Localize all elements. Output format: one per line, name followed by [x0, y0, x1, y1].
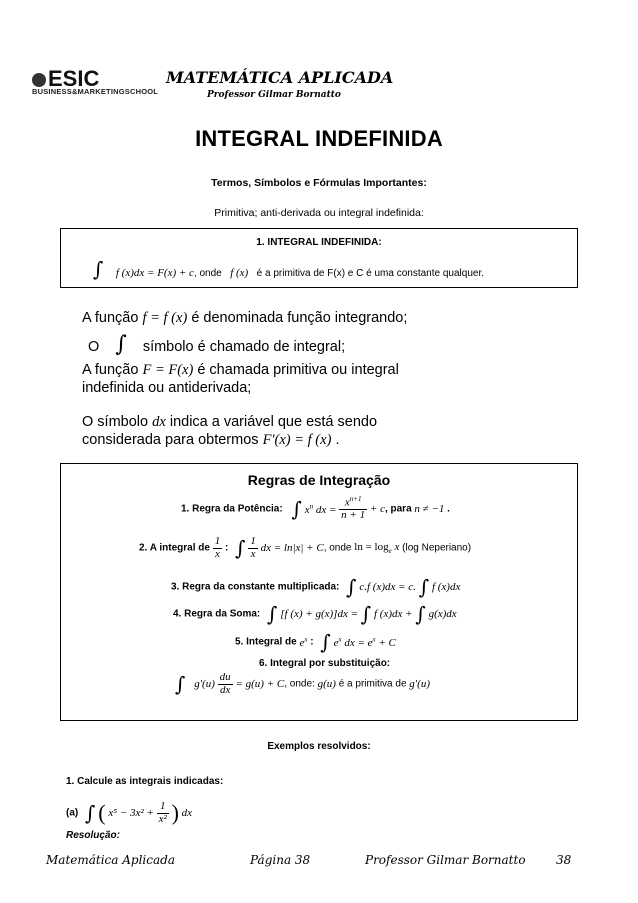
para-line-2 [88, 334, 345, 356]
rule-4-formula2: f (x)dx + [374, 608, 413, 620]
para-l5a: O símbolo [82, 414, 149, 430]
rule-5-formula: dx = e [344, 636, 373, 649]
rule-2-frac-a [213, 536, 223, 560]
rule-1-num-exp: n+1 [349, 495, 362, 503]
example-a-label: (a) [66, 807, 79, 819]
footer-professor: Professor Gilmar Bornatto [365, 853, 526, 867]
rule-6-desc: é a primitiva de [338, 678, 407, 690]
rule-6-gu: g(u) [317, 678, 336, 691]
example-a-dx: dx [181, 807, 193, 819]
rule-1-label: 1. Regra da Potência: [181, 503, 283, 515]
rule-1-end: . [447, 503, 450, 515]
rule-3-formula2: f (x)dx [431, 581, 461, 593]
rule-2-x-a: x [215, 547, 220, 560]
rule-2-mid: dx = ln|x| + C [260, 542, 324, 555]
para-l3m: F = F(x) [142, 362, 194, 378]
para-l1b: é denominada função integrando; [191, 310, 408, 326]
rule-6-gpu: g'(u) [409, 678, 430, 691]
header-professor: Professor Gilmar Bornatto [207, 90, 341, 100]
rule-2-one-b: 1 [250, 535, 256, 547]
example-a-expr: x⁵ − 3x² + [108, 807, 154, 819]
rule-2-label: 2. A integral de [139, 542, 210, 554]
rule-6-du: du [219, 671, 231, 683]
header-title: MATEMÁTICA APLICADA [166, 68, 394, 87]
para-l1m: f = f (x) [142, 310, 188, 326]
rule-1-dx: dx = [315, 503, 337, 516]
rule-4-formula3: g(x)dx [428, 608, 457, 620]
rule-6-g: g'(u) [194, 678, 215, 691]
rule-3-integral-icon: ∫ [346, 575, 357, 599]
logo-main-text: ESIC [48, 66, 100, 91]
footer-page-number: 38 [556, 853, 572, 867]
rule-4-integral3-icon: ∫ [415, 602, 426, 626]
subtitle: Termos, Símbolos e Fórmulas Importantes: [211, 177, 427, 189]
rule-2-x-b: x [250, 547, 256, 560]
footer-left: Matemática Aplicada [46, 853, 175, 867]
rule-1-row [181, 496, 450, 522]
rule-1-c: + c [369, 502, 385, 515]
example-a-integral-icon: ∫ [85, 801, 96, 825]
rule-6-onde: , onde: [284, 678, 315, 690]
rule-6-label: 6. Integral por substituição: [259, 658, 391, 669]
para-line-6 [82, 432, 339, 449]
rule-1-para: , para [384, 503, 412, 515]
rules-box [60, 463, 578, 721]
integral-symbol-icon: ∫ [115, 332, 127, 357]
rule-5-end: + C [378, 636, 396, 649]
para-l5m: dx [152, 414, 166, 430]
resolution-label: Resolução: [66, 830, 120, 841]
example-a-one: 1 [157, 801, 169, 814]
definition-formula-row [93, 259, 484, 281]
para-l2b: símbolo é chamado de integral; [142, 339, 346, 355]
terms-line: Primitiva; anti-derivada ou integral indefinida: [214, 207, 424, 219]
question-1: 1. Calcule as integrais indicadas: [66, 776, 224, 787]
rule-1-cond: n ≠ −1 [414, 502, 445, 515]
para-line-5 [82, 414, 377, 431]
rule-6-frac [218, 672, 233, 696]
rule-3-integral2-icon: ∫ [418, 575, 430, 599]
para-l5b: indica a variável que está sendo [169, 414, 378, 430]
para-line-4: indefinida ou antiderivada; [82, 380, 252, 396]
definition-onde: , onde [193, 268, 222, 279]
rule-5-integral-icon: ∫ [320, 630, 331, 654]
rule-4-formula: [f (x) + g(x)]dx = [280, 608, 359, 620]
rule-1-frac [339, 496, 367, 522]
left-paren: ( [98, 800, 106, 825]
para-line-3 [82, 362, 399, 379]
definition-desc: é a primitiva de F(x) e C é uma constante qualquer. [256, 268, 485, 279]
rule-5-row [235, 632, 396, 652]
rule-4-row [173, 604, 457, 624]
rule-6-row [175, 672, 430, 696]
right-paren: ) [171, 800, 179, 825]
example-a-den: x² [158, 812, 167, 825]
rule-1-den: n + 1 [341, 509, 366, 522]
rule-5-x3: x [372, 635, 376, 644]
example-a-frac [157, 801, 169, 825]
rule-5-e2: e [333, 636, 339, 649]
rule-3-row [171, 577, 460, 597]
para-l2a: O [88, 339, 100, 355]
examples-title: Exemplos resolvidos: [267, 741, 371, 752]
rule-2-colon: : [225, 542, 229, 554]
rule-2-frac-b [248, 536, 258, 560]
esic-emblem-icon [32, 73, 46, 87]
rule-4-integral2-icon: ∫ [360, 602, 372, 626]
para-l1a: A função [82, 310, 139, 326]
para-l6m: F'(x) = f (x) [262, 432, 332, 448]
rule-1-integral-icon: ∫ [291, 496, 302, 521]
rule-1-left: x [304, 503, 310, 516]
para-l6a: considerada para obtermos [82, 432, 259, 448]
rule-3-label: 3. Regra da constante multiplicada: [171, 581, 340, 593]
para-line-1 [82, 310, 407, 327]
rule-6-dx: dx [219, 683, 231, 696]
rule-5-x2: x [338, 635, 342, 644]
rule-2-onde: , onde [323, 542, 352, 554]
definition-box [60, 228, 578, 288]
footer-page: Página 38 [250, 853, 311, 867]
rule-4-integral-icon: ∫ [267, 602, 278, 626]
rule-2-nep: (log Neperiano) [402, 542, 472, 554]
para-l3a: A função [82, 362, 139, 378]
rule-1-left-exp: n [309, 502, 314, 511]
definition-fx: f (x) [230, 267, 249, 279]
rule-6-integral-icon: ∫ [175, 672, 186, 697]
rule-2-integral-icon: ∫ [235, 536, 246, 561]
example-a-row [66, 800, 192, 826]
rule-1-num: x [344, 496, 350, 509]
rule-2-row [139, 536, 471, 560]
para-l6b: . [335, 432, 340, 448]
rule-6-eq: = g(u) + C [235, 678, 285, 691]
logo-sub-text: BUSINESS&MARKETINGSCHOOL [32, 87, 159, 96]
rule-5-x: x [304, 635, 308, 644]
integral-icon: ∫ [93, 257, 104, 281]
rule-5-colon: : [310, 636, 314, 648]
rule-3-formula: c.f (x)dx = c. [359, 581, 416, 593]
page-title: INTEGRAL INDEFINIDA [195, 126, 443, 151]
rules-title: Regras de Integração [247, 472, 391, 488]
rule-2-ln: ln = log [354, 540, 389, 553]
rule-2-one-a: 1 [214, 535, 221, 547]
rule-4-label: 4. Regra da Soma: [173, 608, 261, 620]
rule-2-e: e [388, 547, 392, 556]
rule-2-x2: x [394, 540, 400, 553]
rule-5-label: 5. Integral de [235, 636, 297, 648]
definition-heading: 1. INTEGRAL INDEFINIDA: [256, 237, 382, 248]
rule-5-e: e [299, 636, 305, 649]
definition-formula: f (x)dx = F(x) + c [115, 267, 194, 279]
para-l3b: é chamada primitiva ou integral [197, 362, 399, 378]
